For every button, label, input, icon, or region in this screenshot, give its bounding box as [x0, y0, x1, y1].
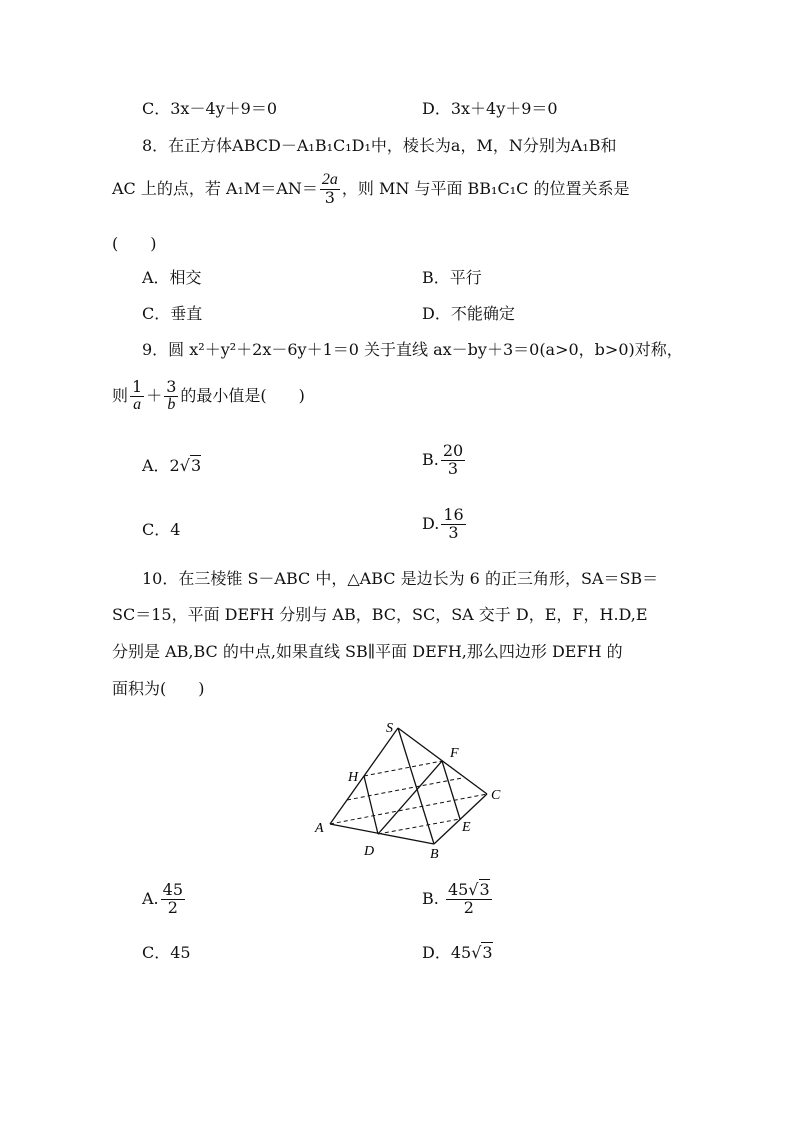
- q10-option-b-label: B.: [422, 888, 439, 908]
- q8-answer-paren: ( ): [112, 234, 157, 253]
- q9-option-b: [422, 443, 467, 478]
- q10-option-a-num: 45: [162, 880, 183, 899]
- label-C: C: [491, 788, 501, 803]
- edge-HD: [364, 776, 378, 834]
- q10-option-d-label: D．45: [422, 943, 472, 962]
- q9-option-c: C．4: [142, 520, 181, 539]
- q9-stem-line1: 9．圆 x²＋y²＋2x－6y＋1＝0 关于直线 ax－by＋3＝0(a>0，b>0)对称，: [142, 340, 683, 359]
- label-H: H: [348, 770, 359, 785]
- q8-option-a: A．相交: [142, 268, 202, 287]
- q9-option-b-num: 20: [442, 441, 464, 460]
- q8-option-c: C．垂直: [142, 304, 203, 323]
- q9-fraction-1-den: a: [133, 395, 142, 413]
- q10-stem-line3: 分别是 AB,BC 的中点,如果直线 SB∥平面 DEFH,那么四边形 DEFH 的: [112, 642, 623, 661]
- q10-option-a-fraction: [161, 882, 185, 917]
- q10-option-d-radicand: 3: [482, 943, 493, 962]
- q9-fraction-1: [130, 379, 144, 414]
- q9-fraction-2-den: b: [167, 395, 176, 413]
- q8-stem-line2: [112, 172, 629, 207]
- q8-option-b: B．平行: [422, 268, 482, 287]
- q9-option-a-label: A．2: [142, 456, 180, 475]
- q8-stem-line2-pre: AC 上的点，若 A₁M＝AN＝: [112, 178, 318, 198]
- q10-option-b-fraction: [446, 882, 492, 917]
- q10-stem-line2: SC＝15，平面 DEFH 分别与 AB，BC，SC，SA 交于 D，E，F，H.D,E: [112, 605, 648, 624]
- q9-stem-line2-post: 的最小值是( ): [180, 385, 305, 405]
- q10-option-b: [422, 882, 494, 917]
- sqrt-icon: √: [468, 880, 479, 899]
- label-E: E: [462, 820, 471, 835]
- midline-dashed: [347, 778, 462, 800]
- q9-option-b-den: 3: [447, 458, 459, 478]
- label-B: B: [430, 847, 439, 862]
- q9-option-d-den: 3: [448, 522, 459, 542]
- q9-fraction-1-num: 1: [132, 377, 143, 396]
- q10-option-b-num-coef: 45: [447, 880, 469, 899]
- q10-stem-line4: 面积为( ): [112, 679, 205, 698]
- edge-BC: [434, 794, 487, 844]
- q10-option-b-den: 2: [463, 897, 474, 917]
- q9-option-b-fraction: [441, 443, 465, 478]
- label-A: A: [315, 821, 324, 836]
- tetrahedron-figure: [300, 712, 530, 867]
- q9-plus: ＋: [146, 385, 163, 405]
- q9-stem-line2: [112, 379, 305, 414]
- q8-stem-line2-post: ，则 MN 与平面 BB₁C₁C 的位置关系是: [341, 178, 630, 198]
- q7-option-c: C．3x－4y＋9＝0: [142, 99, 278, 118]
- label-F: F: [450, 746, 459, 761]
- q7-option-d: D．3x＋4y＋9＝0: [422, 99, 558, 118]
- q10-stem-line1: 10．在三棱锥 S－ABC 中，△ABC 是边长为 6 的正三角形，SA＝SB＝: [142, 569, 659, 588]
- label-D: D: [364, 844, 375, 859]
- q10-option-d: [422, 943, 493, 962]
- q8-option-d: D．不能确定: [422, 304, 515, 323]
- q9-option-d-fraction: [441, 507, 465, 542]
- q9-fraction-2: [164, 379, 178, 414]
- q9-stem-line2-pre: 则: [112, 385, 129, 405]
- sqrt-icon: √: [179, 456, 190, 475]
- q10-option-c: C．45: [142, 943, 191, 962]
- q9-option-d-label: D.: [422, 513, 440, 533]
- q10-option-a-den: 2: [167, 897, 178, 917]
- q9-option-a: [142, 456, 201, 475]
- sqrt-icon: √: [471, 943, 482, 962]
- q10-option-b-radicand: 3: [479, 880, 490, 899]
- q9-option-d: [422, 507, 468, 542]
- label-S: S: [386, 721, 393, 736]
- q9-option-b-label: B.: [422, 449, 439, 469]
- q9-fraction-2-num: 3: [166, 377, 177, 396]
- q10-option-a-label: A.: [142, 888, 159, 908]
- q8-fraction: [320, 172, 340, 207]
- q10-option-a: [142, 882, 187, 917]
- q9-option-d-num: 16: [443, 505, 464, 524]
- q8-fraction-den: 3: [324, 187, 335, 207]
- q9-option-a-radicand: 3: [190, 456, 202, 475]
- q8-stem-line1: 8．在正方体ABCD－A₁B₁C₁D₁中，棱长为a，M，N分别为A₁B和: [142, 136, 617, 155]
- q8-fraction-num: 2a: [321, 171, 338, 188]
- edge-FE: [442, 761, 460, 819]
- edge-AB: [330, 824, 434, 844]
